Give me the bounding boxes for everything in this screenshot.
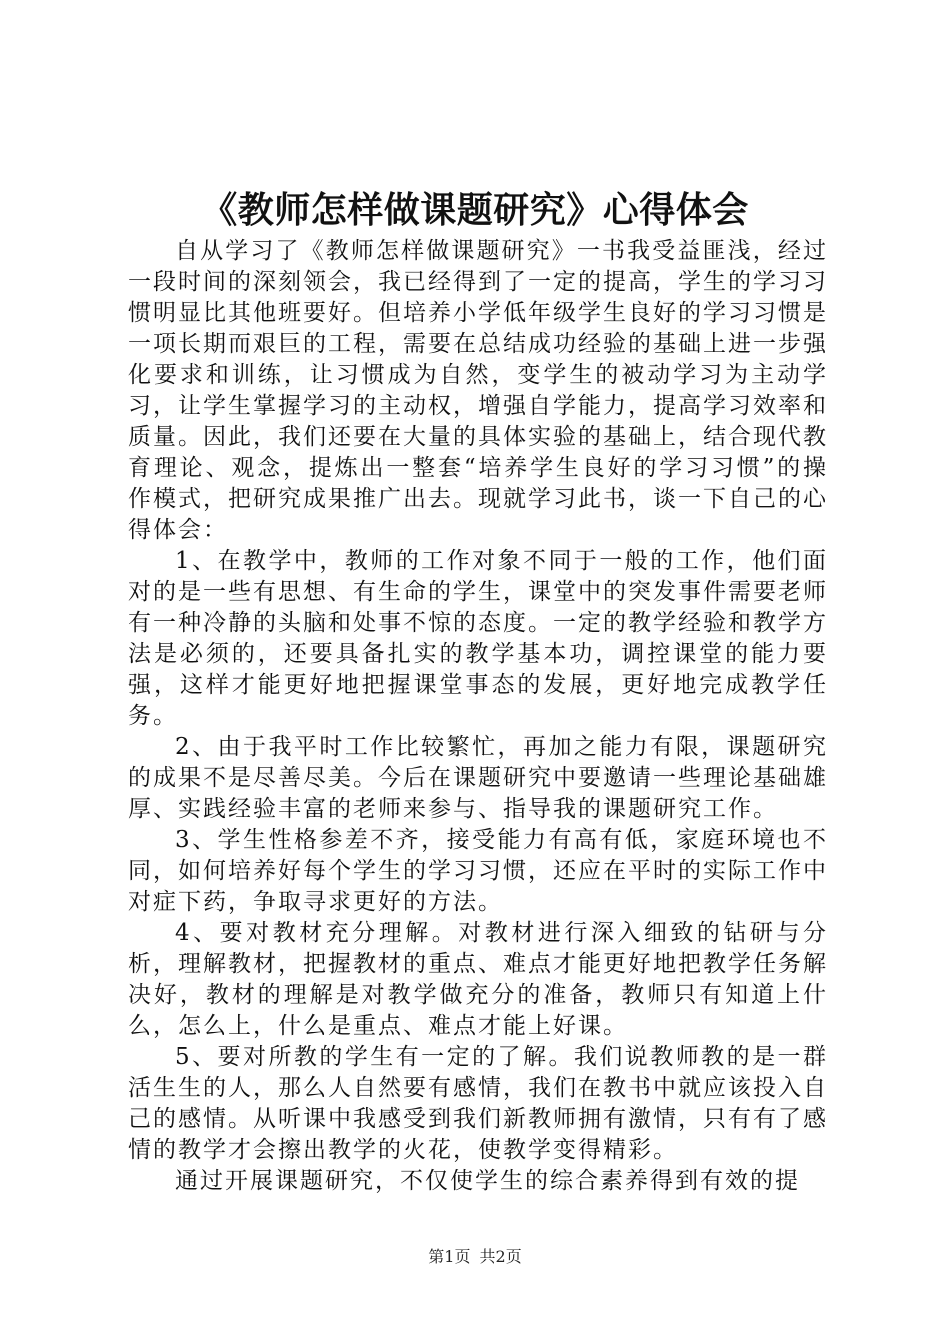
paragraph-point-2: 2、由于我平时工作比较繁忙，再加之能力有限，课题研究的成果不是尽善尽美。今后在课题研究中要邀请一些理论基础雄厚、实践经验丰富的老师来参与、指导我的课题研究工作。 (128, 734, 828, 822)
document-body (128, 236, 828, 1197)
paragraph-point-1: 1、在教学中，教师的工作对象不同于一般的工作，他们面对的是一些有思想、有生命的学生，课堂中的突发事件需要老师有一种冷静的头脑和处事不惊的态度。一定的教学经验和教学方法是必须的，还要具备扎实的教学基本功，调控课堂的能力要强，这样才能更好地把握课堂事态的发展，更好地完成教学任务。 (128, 548, 828, 729)
page-number-current: 第1页 (428, 1247, 471, 1266)
document-title: 《教师怎样做课题研究》心得体会 (201, 190, 749, 231)
paragraph-point-3: 3、学生性格参差不齐，接受能力有高有低，家庭环境也不同，如何培养好每个学生的学习习惯，还应在平时的实际工作中对症下药，争取寻求更好的方法。 (128, 827, 828, 915)
page-footer (0, 1247, 950, 1267)
page-number-total: 共2页 (479, 1247, 522, 1266)
paragraph-point-5: 5、要对所教的学生有一定的了解。我们说教师教的是一群活生生的人，那么人自然要有感情，我们在教书中就应该投入自己的感情。从听课中我感受到我们新教师拥有激情，只有有了感情的教学才会擦出教学的火花，使教学变得精彩。 (128, 1044, 828, 1163)
paragraph-point-4: 4、要对教材充分理解。对教材进行深入细致的钻研与分析，理解教材，把握教材的重点、难点才能更好地把教学任务解决好，教材的理解是对教学做充分的准备，教师只有知道上什么，怎么上，什么是重点、难点才能上好课。 (128, 920, 828, 1039)
paragraph-conclusion: 通过开展课题研究，不仅使学生的综合素养得到有效的提 (175, 1168, 800, 1194)
paragraph-intro: 自从学习了《教师怎样做课题研究》一书我受益匪浅，经过一段时间的深刻领会，我已经得到了一定的提高，学生的学习习惯明显比其他班要好。但培养小学低年级学生良好的学习习惯是一项长期而艰巨的工程，需要在总结成功经验的基础上进一步强化要求和训练，让习惯成为自然，变学生的被动学习为主动学习，让学生掌握学习的主动权，增强自学能力，提高学习效率和质量。因此，我们还要在大量的具体实验的基础上，结合现代教育理论、观念，提炼出一整套“培养学生良好的学习习惯”的操作模式，把研究成果推广出去。现就学习此书，谈一下自己的心得体会： (128, 238, 828, 543)
